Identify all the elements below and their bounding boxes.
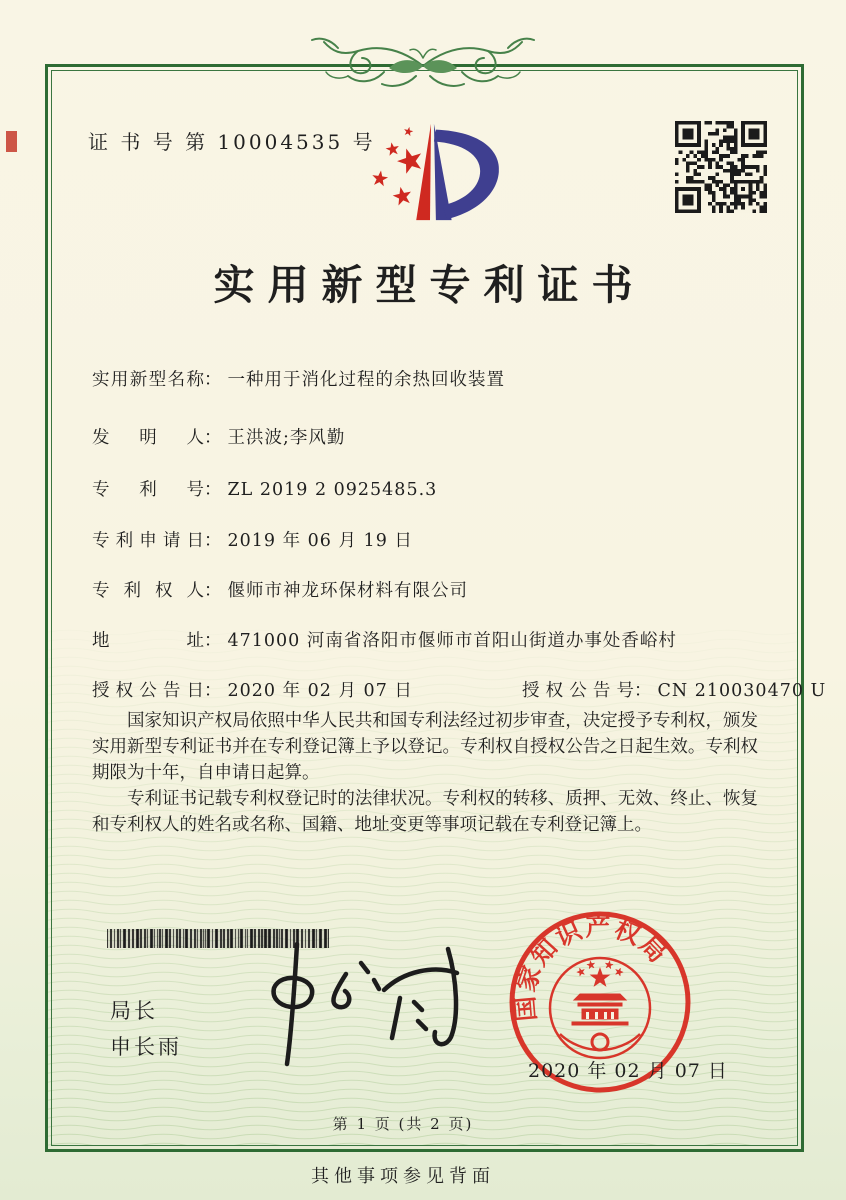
qr-code [675,121,767,213]
field-value: 王洪波;李风勤 [227,428,346,448]
director-title: 局长 [110,999,158,1023]
field-value: 471000 河南省洛阳市偃师市首阳山街道办事处香峪村 [227,631,677,651]
field-label: 实用新型名称 [92,370,204,390]
certificate-title: 实用新型专利证书 [213,261,646,309]
field-label: 授权公告日 [92,681,204,701]
field-colon: ： [204,531,222,551]
scan-red-mark [6,131,17,152]
national-emblem-icon [550,958,650,1058]
field-label: 专利号 [92,480,204,500]
field-row-name [92,366,772,391]
field-label: 授权公告号 [522,681,634,701]
seal-text: 国家知识产权局 [510,912,674,1023]
field-row-filing-date [92,527,772,552]
field-label: 地址 [92,631,204,651]
field-label: 发明人 [92,428,204,448]
field-label: 专利申请日 [92,531,204,551]
field-colon: ： [204,581,222,601]
field-colon: ： [204,681,222,701]
field-value: 2019 年 06 月 19 日 [227,531,413,551]
cnipa-logo-icon [352,110,508,228]
field-row-address [92,627,772,652]
field-colon: ： [204,480,222,500]
certificate-number: 证 书 号 第 10004535 号 [88,130,376,154]
field-value: 一种用于消化过程的余热回收装置 [227,370,505,390]
field-colon: ： [204,370,222,390]
seal-date: 2020 年 02 月 07 日 [528,1060,728,1082]
legal-paragraph-2: 专利证书记载专利权登记时的法律状况。专利权的转移、质押、无效、终止、恢复和专利权人的姓名或名称、国籍、地址变更等事项记载在专利登记簿上。 [92,789,758,835]
top-ornament-icon [270,28,576,102]
grant-number-group [522,677,826,702]
legal-text [92,708,758,838]
field-colon: ： [204,428,222,448]
page-number: 第 1 页 (共 2 页) [332,1115,474,1133]
field-value: ZL 2019 2 0925485.3 [227,480,438,500]
field-value: CN 210030470 U [657,681,827,701]
field-colon: ： [634,681,652,701]
field-value: 偃师市神龙环保材料有限公司 [227,581,468,601]
legal-paragraph-1: 国家知识产权局依照中华人民共和国专利法经过初步审查，决定授予专利权，颁发实用新型专利证书并在专利登记簿上予以登记。专利权自授权公告之日起生效。专利权期限为十年，自申请日起算。 [92,711,758,783]
field-row-inventor [92,424,772,449]
field-row-patentee [92,577,772,602]
field-row-grant [92,677,827,702]
field-colon: ： [204,631,222,651]
field-label: 专利权人 [92,581,204,601]
back-note: 其他事项参见背面 [311,1166,495,1187]
director-signature [212,936,472,1068]
field-row-patent-no [92,476,772,501]
director-name: 申长雨 [110,1035,182,1059]
field-value: 2020 年 02 月 07 日 [227,681,413,701]
